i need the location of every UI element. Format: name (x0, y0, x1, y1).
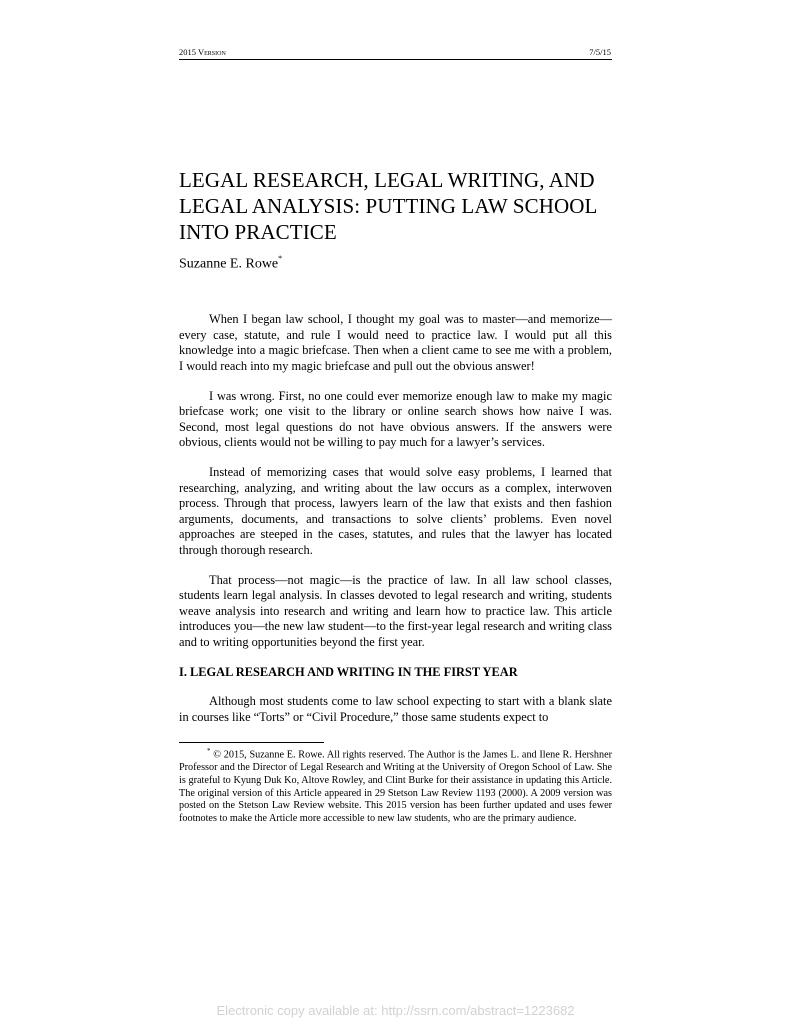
article-title: LEGAL RESEARCH, LEGAL WRITING, AND LEGAL ANALYSIS: PUTTING LAW SCHOOL INTO PRACTICE (179, 168, 597, 244)
version-label: 2015 Version (179, 47, 226, 57)
header-date: 7/5/15 (589, 47, 611, 57)
footnote-rule (179, 742, 324, 743)
ssrn-watermark: Electronic copy available at: http://ssrn.com/abstract=1223682 (216, 1003, 575, 1018)
footnote-text: © 2015, Suzanne E. Rowe. All rights reserved. The Author is the James L. and Ilene R. Hershner Professor and the Director of Legal Research and Writing at the University of Oregon School of Law. She is grateful to Kyung Duk Ko, Altove Rowley, and Clint Burke for their assistance in updating this Article. The original version of this Article appeared in 29 Stetson Law Review 1193 (2000). A 2009 version was posted on the Stetson Law Review website. This 2015 version has been further updated and uses fewer footnotes to make the Article more accessible to new law students, who are the primary audience. (179, 749, 612, 824)
paragraph: That process—not magic—is the practice of law. In all law school classes, students learn legal analysis. In classes devoted to legal research and writing, students weave analysis into research and writing and learn how to practice law. This article introduces you—the new law student—to the first-year legal research and writing class and to writing opportunities beyond the first year. (179, 572, 612, 649)
footnote (179, 745, 612, 826)
header-rule (179, 59, 612, 60)
author-line (179, 255, 282, 273)
paragraph: Instead of memorizing cases that would solve easy problems, I learned that researching, analyzing, and writing about the law occurs as a complex, interwoven process. Through that process, lawyers learn of the law that exists and then fashion arguments, documents, and transactions to solve clients’ problems. Even novel approaches are steeped in the cases, statutes, and rules that the lawyer has located through thorough research. (179, 465, 612, 557)
article-body (179, 312, 612, 740)
author-footnote-mark: * (278, 254, 283, 263)
author-name: Suzanne E. Rowe (179, 256, 279, 272)
footnote-mark: * (207, 747, 211, 755)
paragraph: When I began law school, I thought my goal was to master—and memorize—every case, statute, and rule I would need to practice law. I would put all this knowledge into a magic briefcase. Then when a client came to see me with a problem, I would reach into my magic briefcase and pull out the obvious answer! (179, 312, 612, 373)
running-header (179, 47, 611, 57)
paragraph: I was wrong. First, no one could ever memorize enough law to make my magic briefcase work; one visit to the library or online search shows how naive I was. Second, most legal questions do not have obvious answers. If the answers were obvious, clients would not be willing to pay much for a lawyer’s services. (179, 388, 612, 449)
paragraph: Although most students come to law school expecting to start with a blank slate in courses like “Torts” or “Civil Procedure,” those same students expect to (179, 694, 612, 724)
section-heading: I. LEGAL RESEARCH AND WRITING IN THE FIRST YEAR (179, 664, 518, 679)
